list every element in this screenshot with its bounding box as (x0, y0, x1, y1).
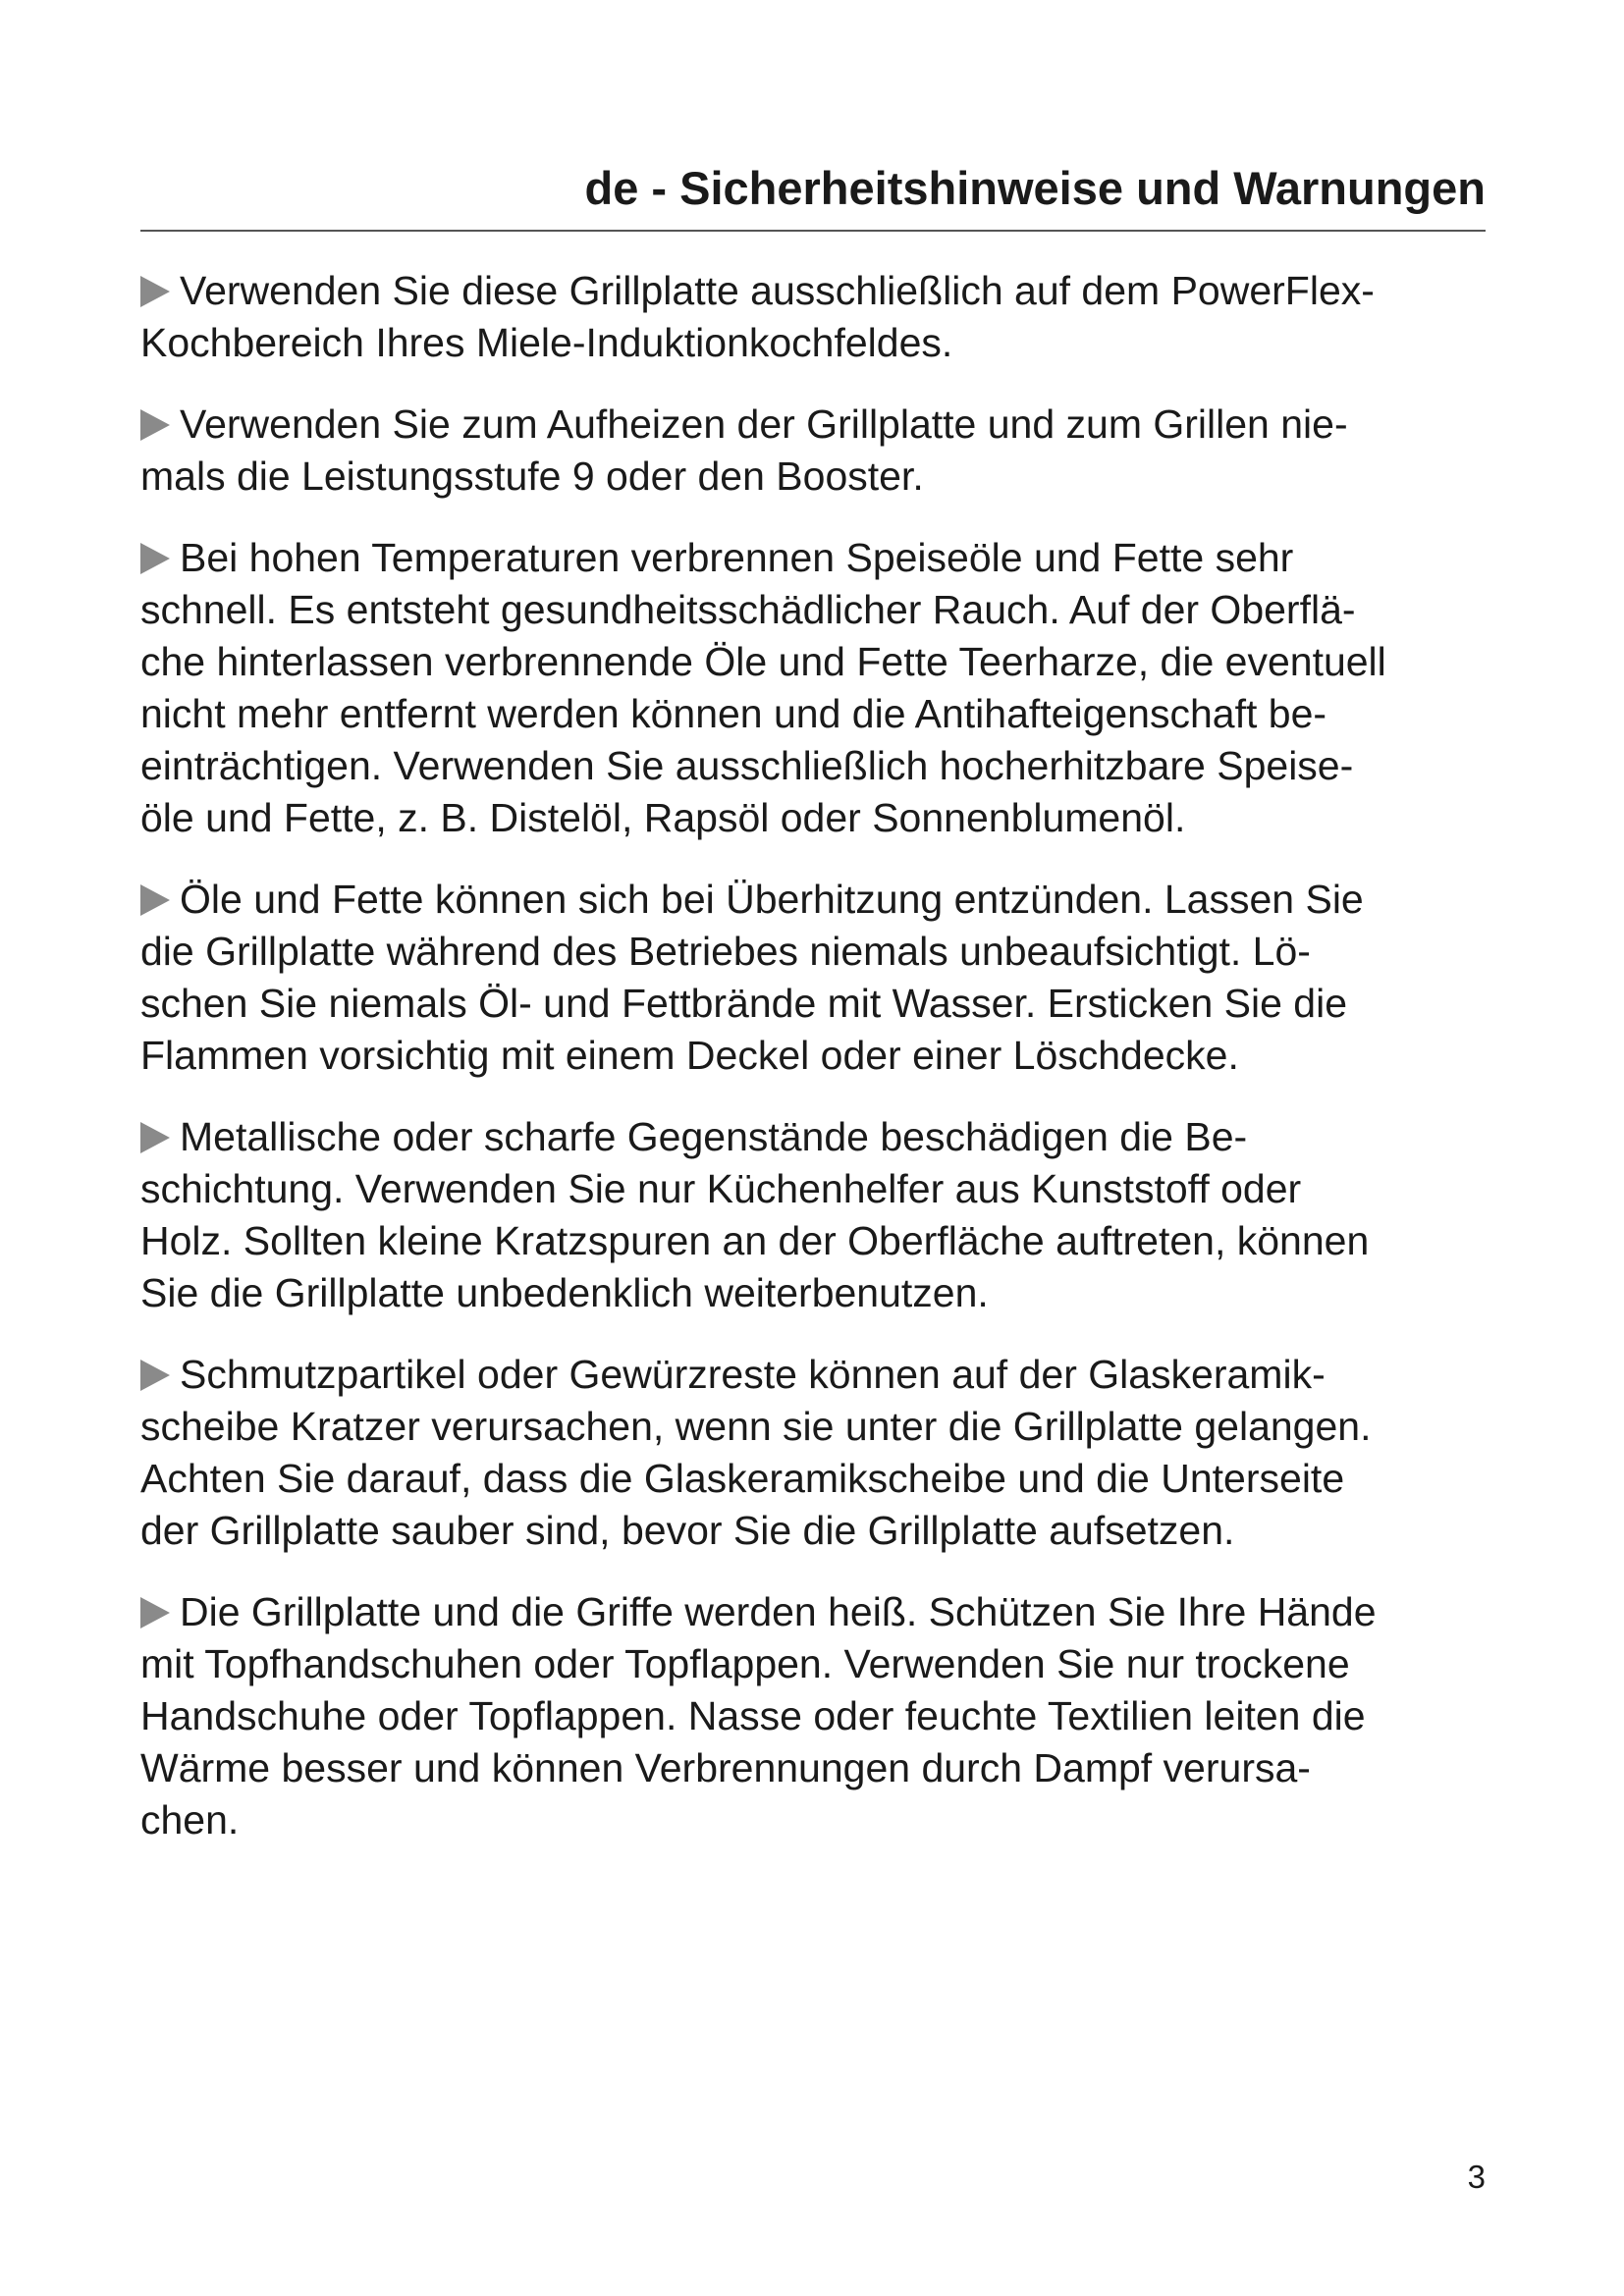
warning-text-line: Achten Sie darauf, dass die Glaskeramikscheibe und die Unterseite (140, 1456, 1345, 1501)
warning-text-line: mals die Leistungsstufe 9 oder den Booster. (140, 454, 924, 499)
warning-text-line: Wärme besser und können Verbrennungen durch Dampf verursa- (140, 1745, 1311, 1790)
warning-text-line: Metallische oder scharfe Gegenstände beschädigen die Be- (180, 1114, 1248, 1159)
warning-text-line: öle und Fette, z. B. Distelöl, Rapsöl oder Sonnenblumenöl. (140, 795, 1186, 840)
warning-text-line: scheibe Kratzer verursachen, wenn sie unter die Grillplatte gelangen. (140, 1404, 1372, 1449)
warning-text-line: einträchtigen. Verwenden Sie ausschließlich hocherhitzbare Speise- (140, 743, 1354, 788)
warning-item (140, 1111, 1515, 1319)
warning-text-line: Öle und Fette können sich bei Überhitzung entzünden. Lassen Sie (180, 877, 1364, 922)
warning-text-line: die Grillplatte während des Betriebes niemals unbeaufsichtigt. Lö- (140, 929, 1311, 974)
warning-text-line: nicht mehr entfernt werden können und die Antihafteigenschaft be- (140, 691, 1327, 736)
warning-item (140, 532, 1515, 844)
warning-text-line: chen. (140, 1797, 240, 1842)
warning-text-line: schichtung. Verwenden Sie nur Küchenhelfer aus Kunststoff oder (140, 1166, 1302, 1211)
warning-item (140, 399, 1515, 503)
warning-item (140, 265, 1515, 369)
triangle-bullet-icon (140, 1122, 170, 1153)
warning-text-line: Die Grillplatte und die Griffe werden heiß. Schützen Sie Ihre Hände (180, 1589, 1377, 1634)
warning-text-line: Schmutzpartikel oder Gewürzreste können auf der Glaskeramik- (180, 1352, 1326, 1397)
warning-text-line: schnell. Es entsteht gesundheitsschädlicher Rauch. Auf der Oberflä- (140, 587, 1356, 632)
triangle-bullet-icon (140, 543, 170, 574)
page-number: 3 (1467, 2159, 1486, 2195)
warning-text-line: Sie die Grillplatte unbedenklich weiterbenutzen. (140, 1270, 989, 1315)
warning-text-line: Kochbereich Ihres Miele-Induktionkochfeldes. (140, 320, 953, 365)
warning-text-line: Holz. Sollten kleine Kratzspuren an der Oberfläche auftreten, können (140, 1218, 1370, 1263)
warning-item (140, 874, 1515, 1082)
warnings-list (140, 265, 1515, 1876)
warning-text-line: che hinterlassen verbrennende Öle und Fette Teerharze, die eventuell (140, 639, 1386, 684)
warning-text-line: Bei hohen Temperaturen verbrennen Speiseöle und Fette sehr (180, 535, 1294, 580)
triangle-bullet-icon (140, 1597, 170, 1629)
warning-text-line: Verwenden Sie zum Aufheizen der Grillplatte und zum Grillen nie- (180, 401, 1348, 447)
triangle-bullet-icon (140, 884, 170, 916)
warning-text-line: Verwenden Sie diese Grillplatte ausschließlich auf dem PowerFlex- (180, 268, 1375, 313)
triangle-bullet-icon (140, 276, 170, 307)
page-title: de - Sicherheitshinweise und Warnungen (584, 162, 1486, 214)
warning-text-line: mit Topfhandschuhen oder Topflappen. Verwenden Sie nur trockene (140, 1641, 1350, 1686)
page-header (140, 157, 1486, 232)
warning-text-line: der Grillplatte sauber sind, bevor Sie die Grillplatte aufsetzen. (140, 1508, 1235, 1553)
warning-item (140, 1586, 1515, 1846)
triangle-bullet-icon (140, 409, 170, 441)
warning-text-line: Handschuhe oder Topflappen. Nasse oder feuchte Textilien leiten die (140, 1693, 1366, 1738)
warning-text-line: schen Sie niemals Öl- und Fettbrände mit Wasser. Ersticken Sie die (140, 981, 1347, 1026)
triangle-bullet-icon (140, 1360, 170, 1391)
warning-item (140, 1349, 1515, 1557)
warning-text-line: Flammen vorsichtig mit einem Deckel oder einer Löschdecke. (140, 1033, 1239, 1078)
